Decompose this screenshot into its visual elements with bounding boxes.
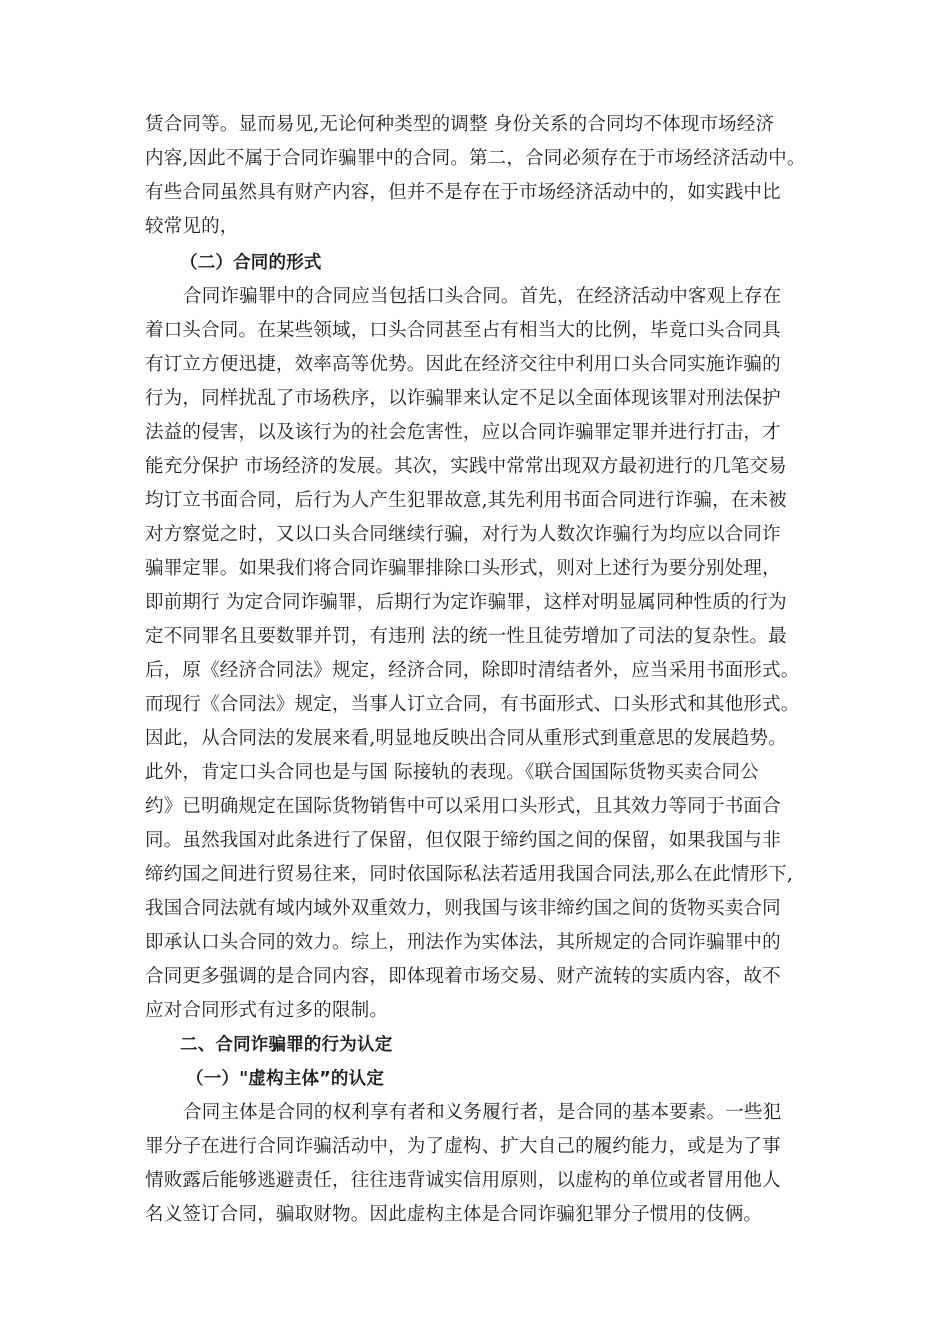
- paragraph-line: 我国合同法就有域内域外双重效力，则我国与该非缔约国之间的货物买卖合同: [145, 898, 781, 919]
- paragraph-line: 后，原《经济合同法》规定，经济合同，除即时清结者外，应当采用书面形式。: [145, 660, 800, 681]
- paragraph-line: 均订立书面合同，后行为人产生犯罪故意,其先利用书面合同进行诈骗，在未被: [145, 490, 787, 511]
- paragraph-line: 即前期行 为定合同诈骗罪，后期行为定诈骗罪，这样对明显属同种性质的行为: [145, 592, 787, 613]
- paragraph-line: 能充分保护 市场经济的发展。其次，实践中常常出现双方最初进行的几笔交易: [145, 456, 787, 477]
- paragraph-line: 约》已明确规定在国际货物销售中可以采用口头形式，且其效力等同于书面合: [145, 796, 781, 817]
- section-heading: （二）合同的形式: [180, 253, 322, 273]
- paragraph-line: 合同主体是合同的权利享有者和义务履行者，是合同的基本要素。一些犯: [183, 1102, 782, 1123]
- chapter-heading: 二、合同诈骗罪的行为认定: [180, 1035, 393, 1055]
- paragraph-line: 骗罪定罪。如果我们将合同诈骗罪排除口头形式，则对上述行为要分别处理，: [145, 558, 781, 579]
- paragraph-line: 而现行《合同法》规定，当事人订立合同，有书面形式、口头形式和其他形式。: [145, 694, 800, 715]
- paragraph-line: 行为，同样扰乱了市场秩序，以诈骗罪来认定不足以全面体现该罪对刑法保护: [145, 388, 781, 409]
- paragraph-line: 罪分子在进行合同诈骗活动中，为了虚构、扩大自己的履约能力，或是为了事: [145, 1136, 781, 1157]
- paragraph-line: 因此，从合同法的发展来看,明显地反映出合同从重形式到重意思的发展趋势。: [145, 728, 787, 749]
- paragraph-line: 赁合同等。显而易见,无论何种类型的调整 身份关系的合同均不体现市场经济: [145, 114, 775, 135]
- paragraph-line: 同。虽然我国对此条进行了保留，但仅限于缔约国之间的保留，如果我国与非: [145, 830, 781, 851]
- paragraph-line: 即承认口头合同的效力。综上，刑法作为实体法，其所规定的合同诈骗罪中的: [145, 932, 781, 953]
- paragraph-line: 此外，肯定口头合同也是与国 际接轨的表现。《联合国国际货物买卖合同公: [145, 762, 759, 783]
- paragraph-line: 缔约国之间进行贸易往来，同时依国际私法若适用我国合同法,那么在此情形下,: [145, 864, 793, 885]
- paragraph-line: 应对合同形式有过多的限制。: [145, 1000, 389, 1021]
- paragraph-line: 情败露后能够逃避责任，往往违背诚实信用原则，以虚构的单位或者冒用他人: [145, 1170, 781, 1191]
- paragraph-line: 合同更多强调的是合同内容，即体现着市场交易、财产流转的实质内容，故不: [145, 966, 781, 987]
- paragraph-line: 定不同罪名且要数罪并罚，有违刑 法的统一性且徒劳增加了司法的复杂性。最: [145, 626, 787, 647]
- paragraph-line: 有些合同虽然具有财产内容，但并不是存在于市场经济活动中的，如实践中比: [145, 182, 781, 203]
- paragraph-line: 内容,因此不属于合同诈骗罪中的合同。第二，合同必须存在于市场经济活动中。: [145, 148, 806, 169]
- paragraph-line: 着口头合同。在某些领域，口头合同甚至占有相当大的比例，毕竟口头合同具: [145, 320, 781, 341]
- section-heading: （一）"虚构主体”的认定: [186, 1069, 385, 1089]
- paragraph-line: 合同诈骗罪中的合同应当包括口头合同。首先，在经济活动中客观上存在: [183, 286, 782, 307]
- paragraph-line: 法益的侵害，以及该行为的社会危害性，应以合同诈骗罪定罪并进行打击，才: [145, 422, 781, 443]
- paragraph-line: 名义签订合同，骗取财物。因此虚构主体是合同诈骗犯罪分子惯用的伎俩。: [145, 1204, 763, 1225]
- paragraph-line: 较常见的，: [145, 216, 239, 237]
- paragraph-line: 对方察觉之时，又以口头合同继续行骗，对行为人数次诈骗行为均应以合同诈: [145, 524, 781, 545]
- paragraph-line: 有订立方便迅捷，效率高等优势。因此在经济交往中利用口头合同实施诈骗的: [145, 354, 781, 375]
